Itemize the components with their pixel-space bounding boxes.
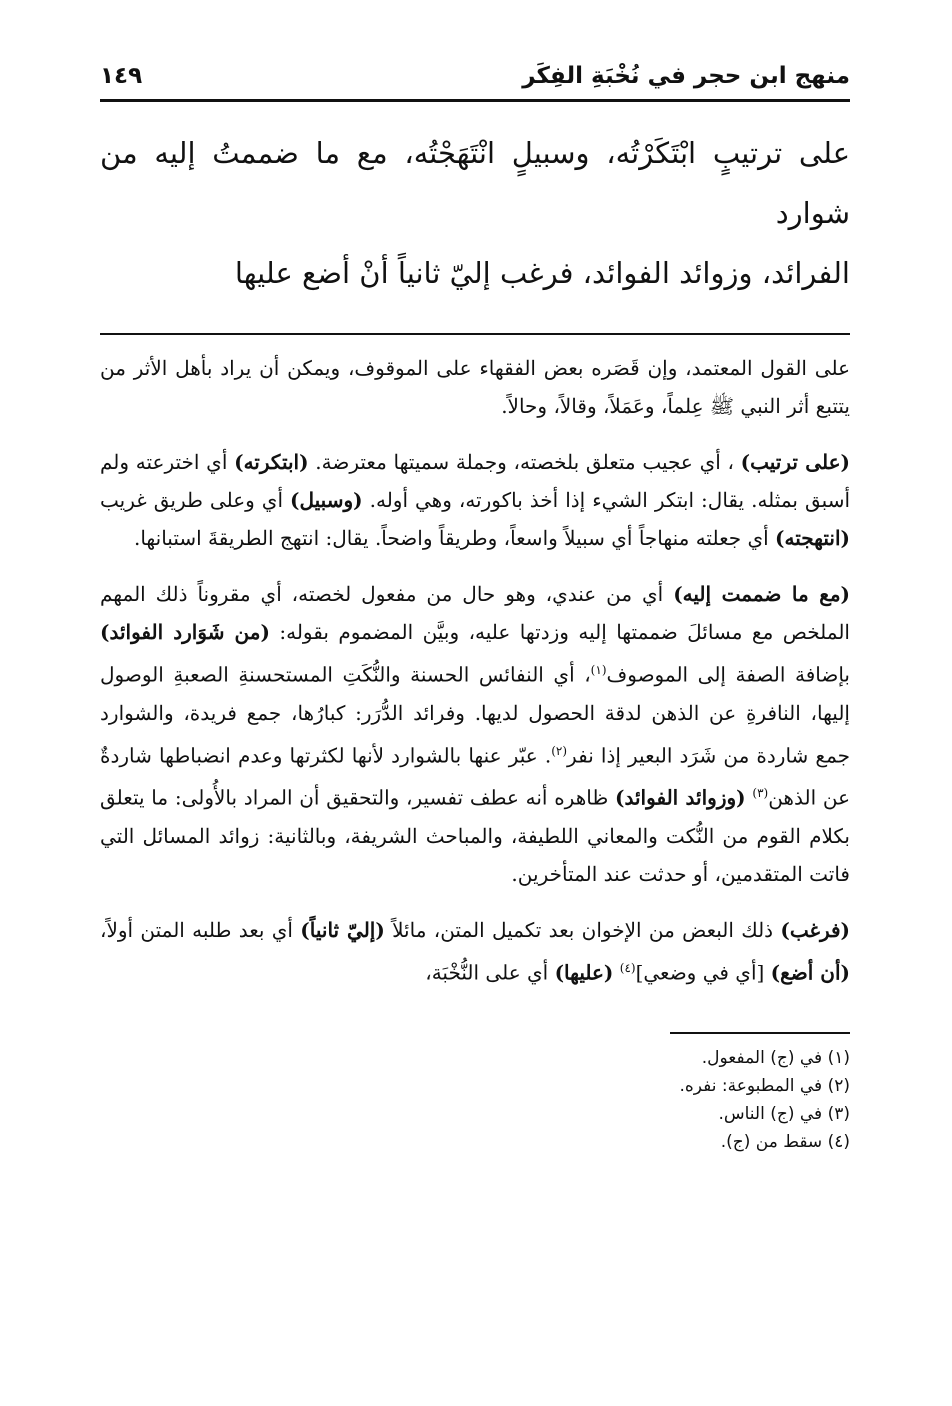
gloss: [أي في وضعي]	[635, 960, 765, 985]
commentary-paragraph-2	[100, 443, 850, 557]
commentary-paragraph-3	[100, 575, 850, 893]
lemma: (وزوائد الفوائد)	[615, 785, 746, 810]
running-title: منهج ابن حجر في نُخْبَةِ الفِكَر	[522, 63, 850, 89]
gloss: أي اخترعته ولم أسبق بمثله. يقال: ابتكر الشيء إذا أخذ باكورته، وهي أوله.	[100, 450, 851, 512]
gloss: أي بعد طلبه المتن أولاً،	[100, 917, 293, 942]
gloss: أي على النُّخْبَة،	[425, 960, 549, 985]
lemma: (انتهجته)	[775, 526, 850, 550]
gloss: أي جعلته منهاجاً أي سبيلاً واسعاً، وطريقاً واضحاً. يقال: انتهج الطريقةَ استبانها.	[133, 526, 769, 550]
lemma: (أن أضع)	[770, 960, 850, 985]
matn-line-1: على ترتيبٍ ابْتَكَرْتُه، وسبيلٍ انْتَهَجْتُه، مع ما ضممتُ إليه من شوارد	[100, 136, 850, 230]
footnote-ref[interactable]: (٣)	[752, 786, 769, 801]
footnote-separator	[670, 1032, 850, 1034]
gloss: بإضافة الصفة إلى الموصوف	[606, 662, 850, 687]
lemma: (على ترتيب)	[740, 450, 850, 474]
commentary-paragraph-4	[100, 911, 850, 992]
lemma: (ابتكرته)	[234, 450, 309, 474]
footnote-ref[interactable]: (٤)	[619, 960, 636, 975]
header-rule	[100, 99, 850, 102]
matn-text	[100, 123, 850, 303]
gloss: أي من عندي، وهو حال من مفعول لخصته، أي مقروناً ذلك المهم الملخص مع مسائلَ ضممتها إليه وزدتها عليه، وبيَّن المضموم بقوله:	[100, 582, 850, 644]
gloss: أي وعلى طريق غريب	[100, 488, 284, 512]
lemma: (من شَوَارد الفوائد)	[100, 620, 270, 644]
lemma: (إليّ ثانياً)	[300, 917, 385, 942]
footnote-4: (٤) سقط من (ج).	[720, 1131, 850, 1152]
footnotes	[100, 1044, 850, 1156]
gloss: . عبّر عنها بالشوارد لأنها لكثرتها وعدم انضباطها شاردةٌ عن الذهن	[100, 743, 851, 810]
footnote-ref[interactable]: (١)	[590, 663, 607, 677]
matn-separator	[100, 333, 850, 335]
lemma: (مع ما ضممت إليه)	[673, 582, 851, 606]
footnote-3: (٣) في (ج) الناس.	[718, 1103, 850, 1124]
commentary	[100, 349, 850, 992]
gloss: ، أي عجيب متعلق بلخصته، وجملة سميتها معترضة.	[315, 450, 734, 474]
footnote-1: (١) في (ج) المفعول.	[701, 1047, 850, 1068]
commentary-paragraph-1: على القول المعتمد، وإن قَصَره بعض الفقهاء على الموقوف، ويمكن أن يراد بأهل الأثر من يتتبع أثر النبي ﷺ عِلماً، وعَمَلاً، وقالاً، وحالاً.	[100, 356, 850, 418]
footnote-2: (٢) في المطبوعة: نفره.	[679, 1075, 850, 1096]
footnote-ref[interactable]: (٢)	[551, 743, 568, 758]
running-header	[100, 55, 850, 105]
gloss: ظاهره أنه عطف تفسير، والتحقيق أن المراد بالأُولى: ما يتعلق بكلام القوم من النُّكت والمعاني اللطيفة، والمباحث الشريفة، وبالثانية: زوائد المسائل التي فاتت المتقدمين، أو حدثت عند المتأخرين.	[100, 785, 850, 886]
gloss: ذلك البعض من الإخوان بعد تكميل المتن، مائلاً	[392, 917, 774, 942]
lemma: (عليها)	[554, 960, 614, 985]
gloss: ، أي النفائس الحسنة والنُّكَتِ المستحسنةِ الصعبةِ الوصول إليها، النافرةِ عن الذهن لدقة الحصول لديها. وفرائد الدُّرَر: كبارُها، جمع فريدة، والشوارد جمع شاردة من شَرَد البعير إذا نفر	[100, 662, 851, 768]
lemma: (وسبيل)	[290, 488, 363, 512]
matn-line-2: الفرائد، وزوائد الفوائد، فرغب إليّ ثانياً أنْ أضع عليها	[234, 256, 850, 290]
page-number: ١٤٩	[100, 63, 143, 89]
lemma: (فرغب)	[780, 917, 851, 942]
book-page	[100, 55, 850, 1156]
